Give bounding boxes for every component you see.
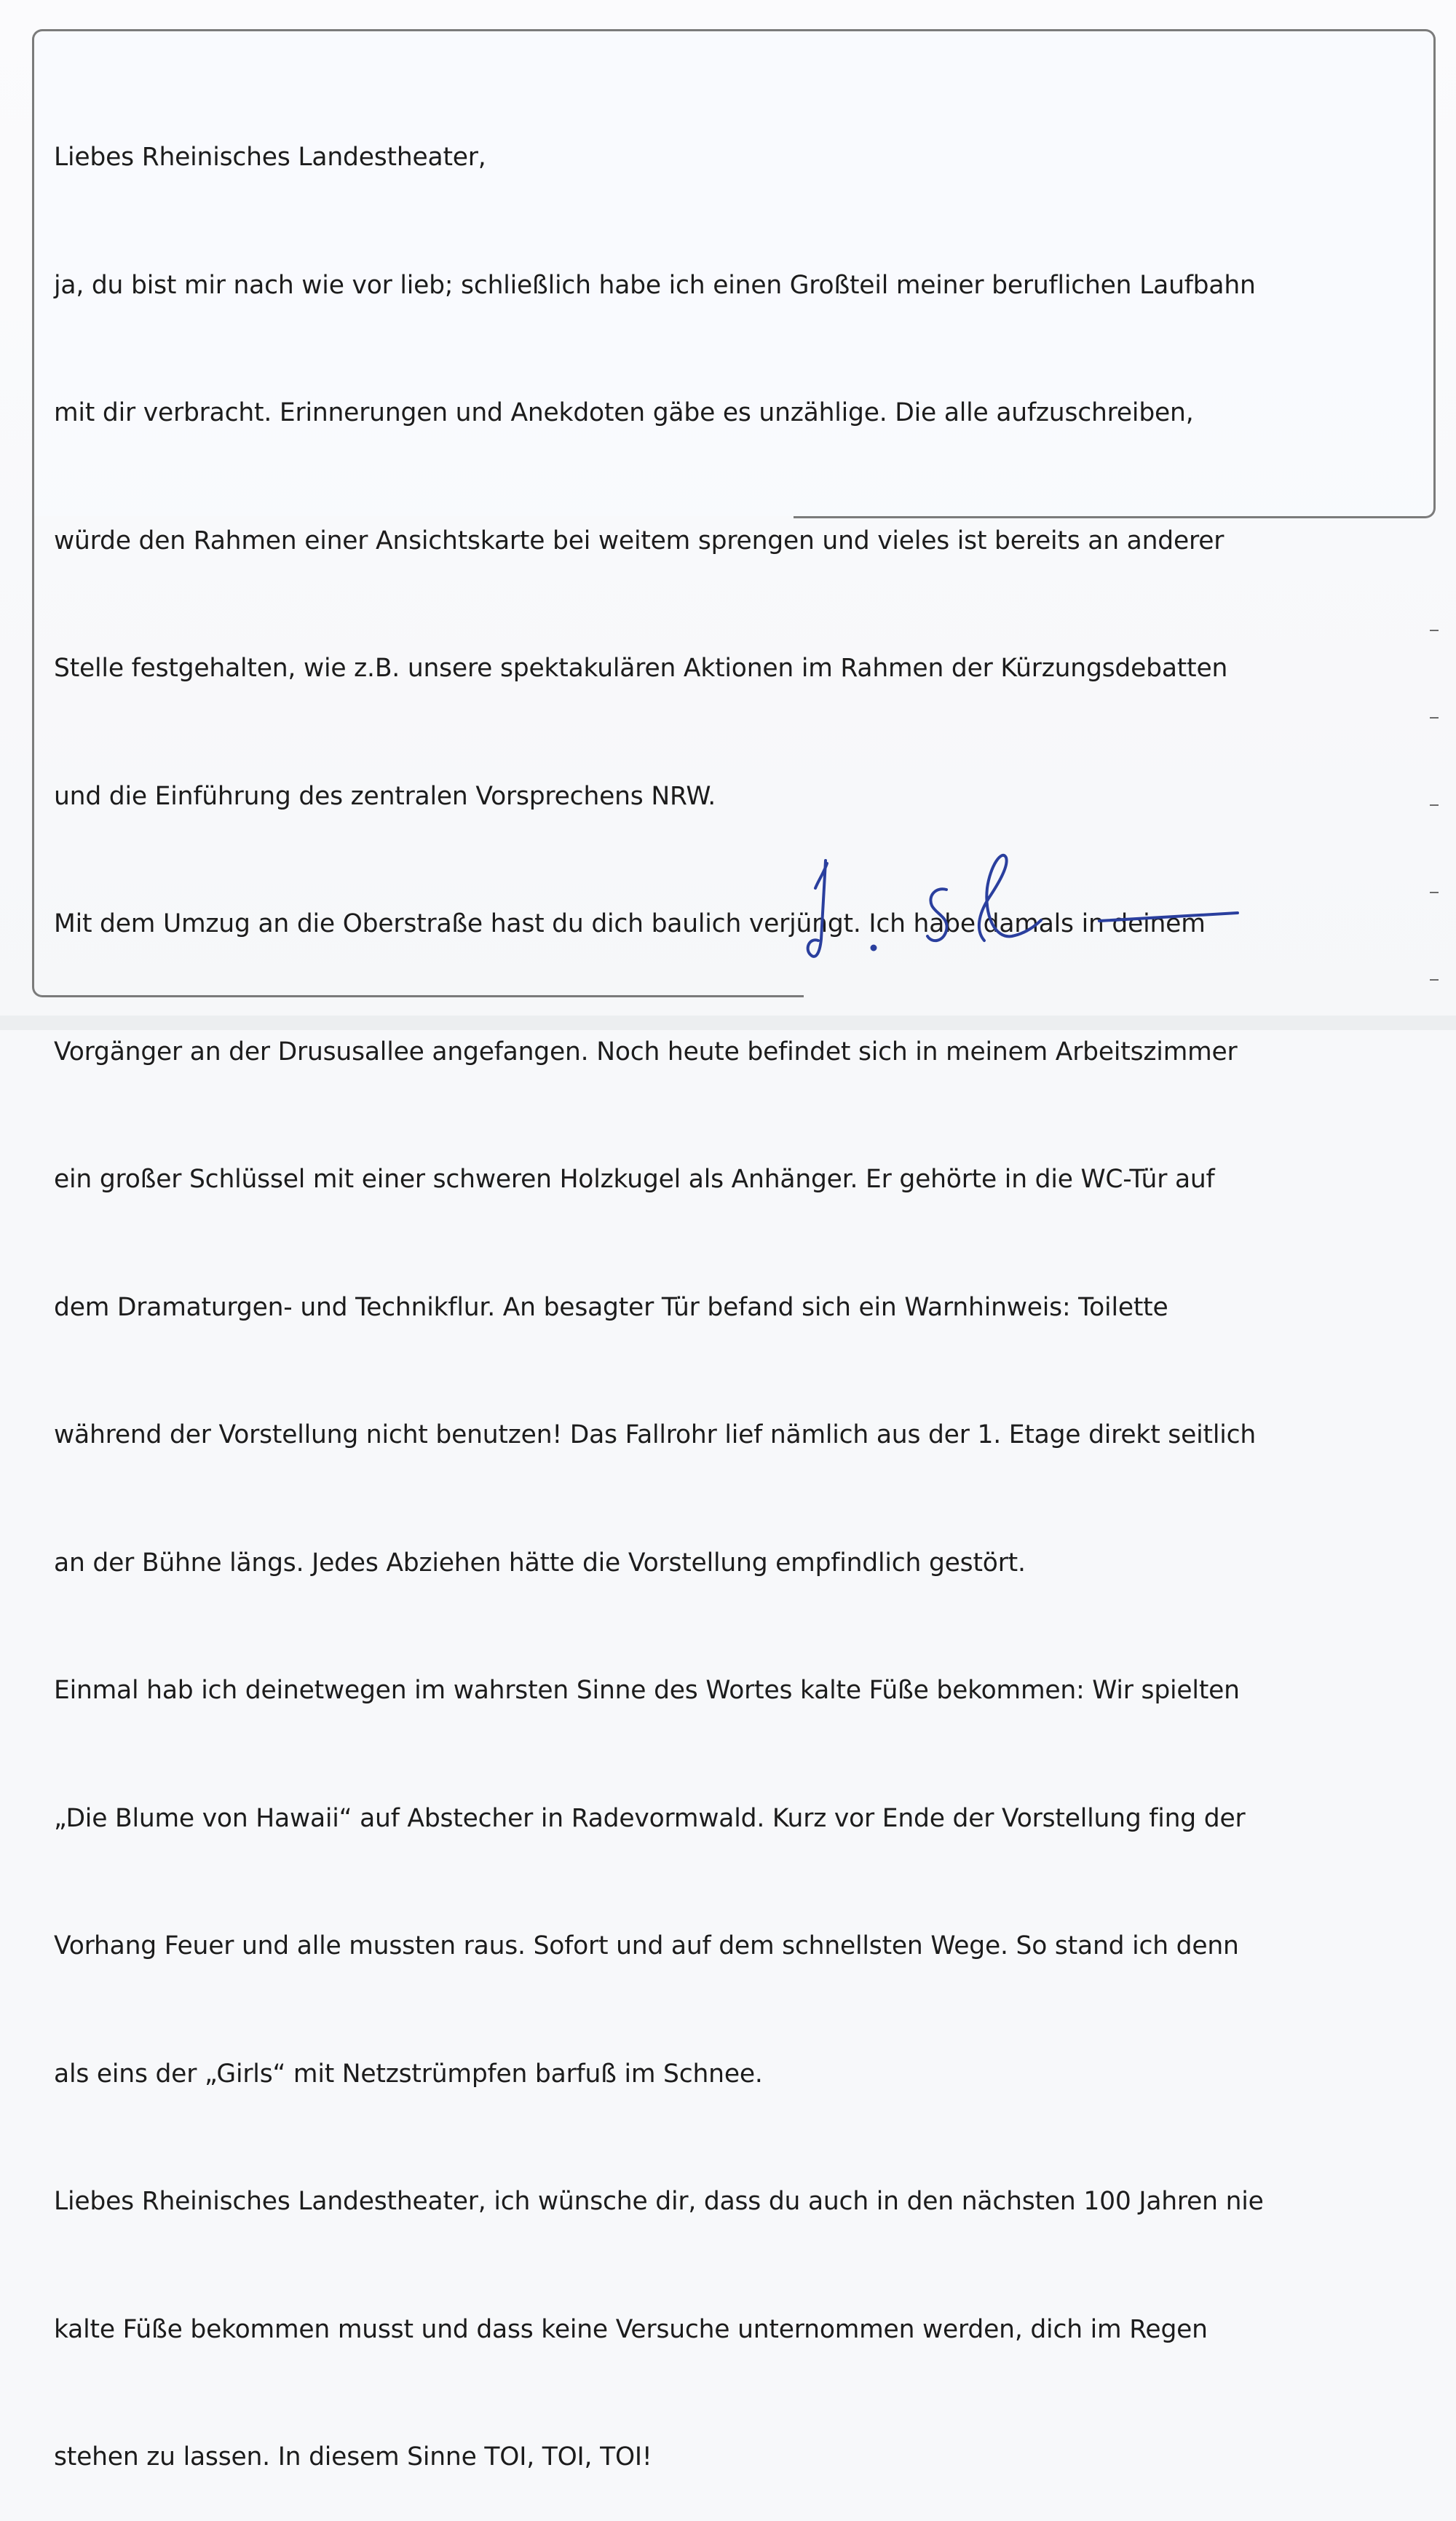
letter-line: Liebes Rheinisches Landestheater, ich wünsche dir, dass du auch in den nächsten 100 Jahren nie xyxy=(54,2187,1264,2216)
letter-line: Einmal hab ich deinetwegen im wahrsten Sinne des Wortes kalte Füße bekommen: Wir spielten xyxy=(54,1676,1240,1705)
letter-line: kalte Füße bekommen musst und dass keine Versuche unternommen werden, dich im Regen xyxy=(54,2314,1208,2344)
letter-body xyxy=(54,51,1423,2521)
letter-salutation: Liebes Rheinisches Landestheater, xyxy=(54,143,486,172)
edge-tick xyxy=(1430,979,1439,981)
letter-line: ja, du bist mir nach wie vor lieb; schließlich habe ich einen Großteil meiner beruflichen Laufbahn xyxy=(54,270,1256,300)
letter-line: mit dir verbracht. Erinnerungen und Anekdoten gäbe es unzählige. Die alle aufzuschreiben, xyxy=(54,398,1194,427)
letter-line: Stelle festgehalten, wie z.B. unsere spektakulären Aktionen im Rahmen der Kürzungsdebatten xyxy=(54,654,1228,683)
edge-tick xyxy=(1430,804,1439,806)
letter-line: und die Einführung des zentralen Vorsprechens NRW. xyxy=(54,781,716,811)
edge-tick xyxy=(1430,630,1439,631)
letter-line: während der Vorstellung nicht benutzen! Das Fallrohr lief nämlich aus der 1. Etage direkt seitlich xyxy=(54,1420,1257,1449)
letter-line: als eins der „Girls“ mit Netzstrümpfen barfuß im Schnee. xyxy=(54,2059,763,2089)
letter-line: würde den Rahmen einer Ansichtskarte bei weitem sprengen und vieles ist bereits an anderer xyxy=(54,526,1224,555)
letter-closing: stehen zu lassen. In diesem Sinne TOI, TOI, TOI! xyxy=(54,2442,652,2471)
edge-tick xyxy=(1430,892,1439,893)
letter-line: Vorgänger an der Drususallee angefangen. Noch heute befindet sich in meinem Arbeitszimmer xyxy=(54,1037,1238,1066)
letter-line: dem Dramaturgen- und Technikflur. An besagter Tür befand sich ein Warnhinweis: Toilette xyxy=(54,1292,1168,1322)
letter-line: Mit dem Umzug an die Oberstraße hast du dich baulich verjüngt. Ich habe damals in deinem xyxy=(54,909,1206,938)
handwritten-signature xyxy=(794,844,1252,983)
letter-line: ein großer Schlüssel mit einer schweren Holzkugel als Anhänger. Er gehörte in die WC-Tür auf xyxy=(54,1165,1215,1194)
letter-line: Vorhang Feuer und alle mussten raus. Sofort und auf dem schnellsten Wege. So stand ich denn xyxy=(54,1931,1239,1960)
edge-tick xyxy=(1430,717,1439,719)
letter-line: an der Bühne längs. Jedes Abziehen hätte die Vorstellung empfindlich gestört. xyxy=(54,1548,1026,1578)
letter-line: „Die Blume von Hawaii“ auf Abstecher in Radevormwald. Kurz vor Ende der Vorstellung fing der xyxy=(54,1803,1246,1833)
